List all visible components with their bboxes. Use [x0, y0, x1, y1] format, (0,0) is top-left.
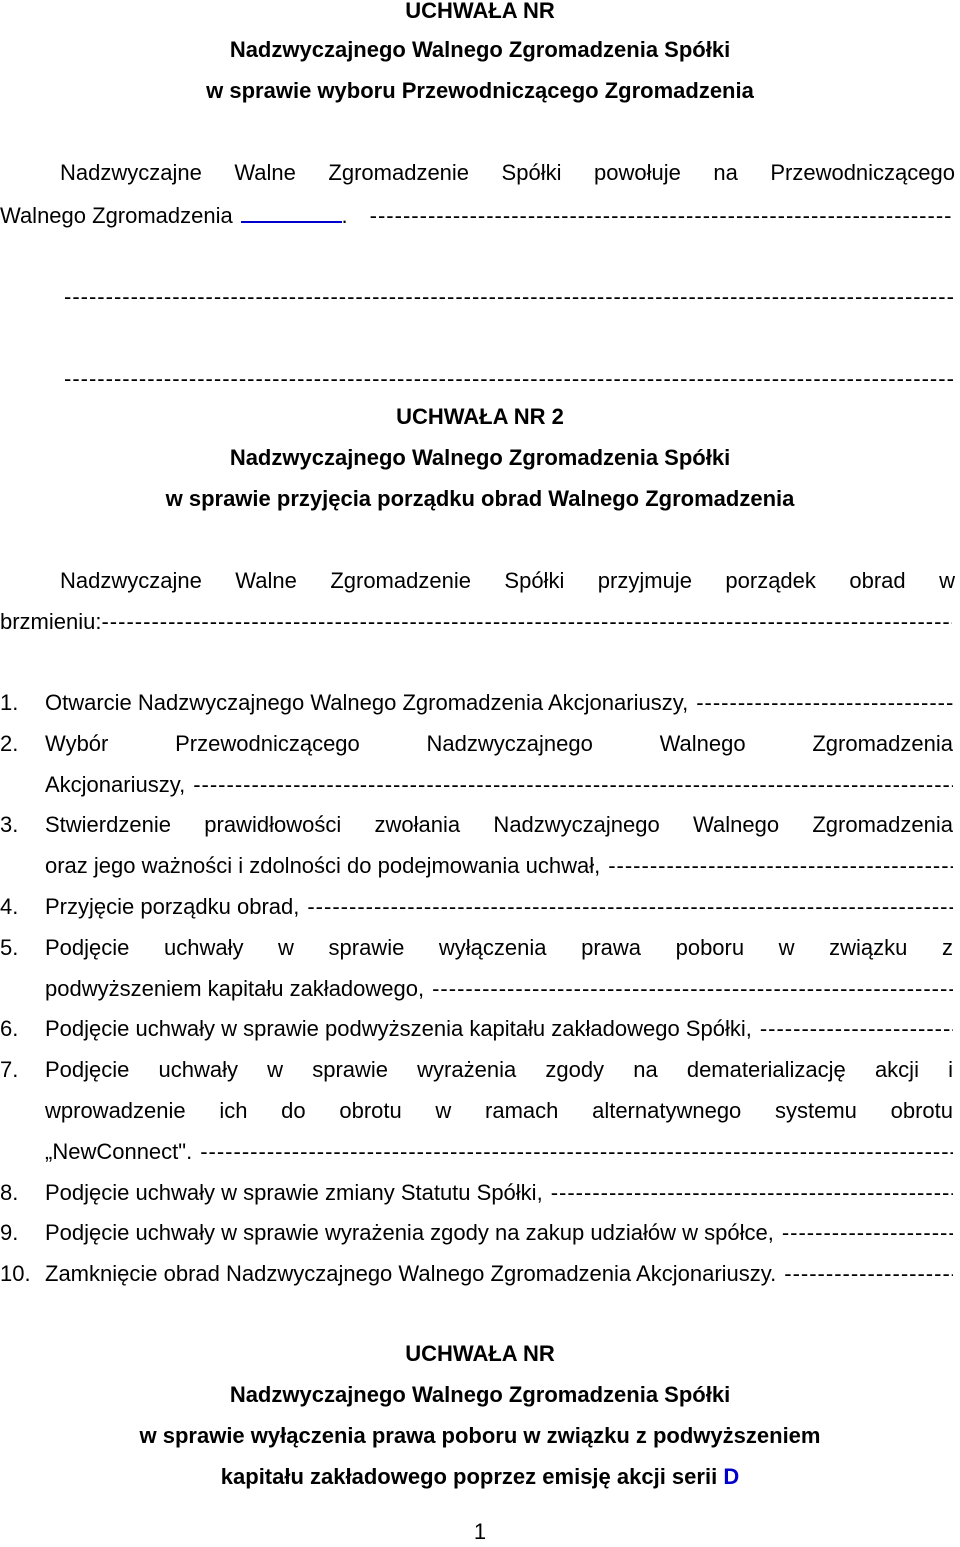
agenda-item-line	[45, 1014, 953, 1044]
dash-filler	[64, 364, 954, 394]
agenda-item-line	[45, 1218, 953, 1248]
agenda-item-line	[45, 974, 953, 1004]
share-series-label: D	[723, 1464, 740, 1489]
agenda-item-line	[45, 892, 953, 922]
agenda-item-line	[45, 1137, 953, 1167]
resolution-1-body-line1: Nadzwyczajne Walne Zgromadzenie Spółki powołuje na Przewodniczącego	[60, 160, 955, 185]
agenda-item-number: 10.	[0, 1261, 31, 1287]
agenda-item-number: 2.	[0, 730, 19, 756]
agenda-item-text: „NewConnect".	[45, 1138, 193, 1164]
dash-line	[64, 364, 954, 394]
agenda-item-line	[45, 688, 953, 718]
page-number: 1	[473, 1519, 487, 1544]
agenda-item-text: Zamknięcie obrad Nadzwyczajnego Walnego Zgromadzenia Akcjonariuszy.	[45, 1261, 777, 1287]
agenda-item-number: 3.	[0, 812, 19, 838]
agenda-item-text: Otwarcie Nadzwyczajnego Walnego Zgromadzenia Akcjonariuszy,	[45, 690, 689, 715]
dash-filler	[193, 770, 953, 800]
agenda-item-number: 7.	[0, 1057, 19, 1083]
agenda-item-line	[45, 1178, 953, 1208]
chairman-name-blank	[241, 199, 342, 223]
agenda-item-line	[45, 1259, 953, 1289]
resolution-1-title: UCHWAŁA NR	[405, 0, 555, 23]
resolution-1-subject: w sprawie wyboru Przewodniczącego Zgromadzenia	[206, 78, 754, 103]
resolution-2-body-line2-text: brzmieniu:	[0, 609, 102, 634]
resolution-3-subtitle: Nadzwyczajnego Walnego Zgromadzenia Spółki	[229, 1382, 731, 1407]
agenda-item-text: Przyjęcie porządku obrad,	[45, 894, 300, 919]
agenda-item-text: Podjęcie uchwały w sprawie podwyższenia kapitału zakładowego Spółki,	[45, 1016, 752, 1042]
agenda-item-text: oraz jego ważności i zdolności do podejmowania uchwał,	[45, 853, 601, 879]
dash-filler	[101, 607, 952, 637]
dash-filler	[432, 974, 953, 1004]
agenda-item-number: 9.	[0, 1220, 19, 1246]
agenda-item-line: Podjęcie uchwały w sprawie wyrażenia zgody na dematerializację akcji i	[45, 1057, 953, 1083]
dash-filler	[784, 1259, 953, 1289]
agenda-item-text: podwyższeniem kapitału zakładowego,	[45, 975, 425, 1001]
dash-filler	[64, 282, 954, 312]
agenda-item-number: 8.	[0, 1179, 19, 1205]
agenda-item-line: wprowadzenie ich do obrotu w ramach alternatywnego systemu obrotu	[45, 1098, 953, 1123]
agenda-item-line: Podjęcie uchwały w sprawie wyłączenia prawa poboru w związku z	[45, 934, 953, 960]
resolution-1-body-line2-end: .	[341, 203, 348, 228]
dash-filler	[782, 1218, 953, 1248]
dash-filler	[696, 688, 953, 718]
dash-filler	[608, 851, 953, 881]
agenda-item-number: 6.	[0, 1016, 19, 1042]
agenda-item-text: Podjęcie uchwały w sprawie zmiany Statutu Spółki,	[45, 1179, 543, 1205]
dash-filler	[551, 1178, 953, 1208]
agenda-item-number: 5.	[0, 934, 19, 960]
resolution-1-subtitle: Nadzwyczajnego Walnego Zgromadzenia Spółki	[229, 37, 731, 62]
dash-filler	[200, 1137, 953, 1167]
agenda-item-line	[45, 851, 953, 881]
agenda-item-line	[45, 770, 953, 800]
resolution-2-subtitle: Nadzwyczajnego Walnego Zgromadzenia Spółki	[229, 445, 731, 470]
dash-filler	[760, 1014, 953, 1044]
agenda-item-text: Podjęcie uchwały w sprawie wyrażenia zgody na zakup udziałów w spółce,	[45, 1220, 774, 1246]
resolution-1-body-line2-text: Walnego Zgromadzenia	[0, 203, 233, 228]
resolution-3-subject-line1: w sprawie wyłączenia prawa poboru w związku z podwyższeniem	[139, 1423, 821, 1448]
agenda-item-text: Akcjonariuszy,	[45, 771, 186, 797]
agenda-item-number: 1.	[0, 690, 19, 715]
resolution-2-subject: w sprawie przyjęcia porządku obrad Walnego Zgromadzenia	[165, 486, 795, 511]
resolution-3-subject-line2	[0, 1462, 960, 1492]
resolution-3-subject-text: kapitału zakładowego poprzez emisję akcji serii	[220, 1464, 718, 1489]
resolution-1-body-line2	[0, 199, 952, 229]
agenda-item-number: 4.	[0, 894, 19, 919]
agenda-item-line: Wybór Przewodniczącego Nadzwyczajnego Walnego Zgromadzenia	[45, 730, 953, 756]
resolution-2-title: UCHWAŁA NR 2	[396, 404, 564, 429]
resolution-2-body-line1: Nadzwyczajne Walne Zgromadzenie Spółki przyjmuje porządek obrad w	[60, 568, 955, 593]
agenda-item-line: Stwierdzenie prawidłowości zwołania Nadzwyczajnego Walnego Zgromadzenia	[45, 812, 953, 838]
dash-line	[64, 282, 954, 312]
resolution-3-title: UCHWAŁA NR	[405, 1341, 555, 1366]
resolution-2-body-line2	[0, 607, 952, 637]
dash-filler	[370, 201, 952, 229]
dash-filler	[307, 892, 953, 922]
